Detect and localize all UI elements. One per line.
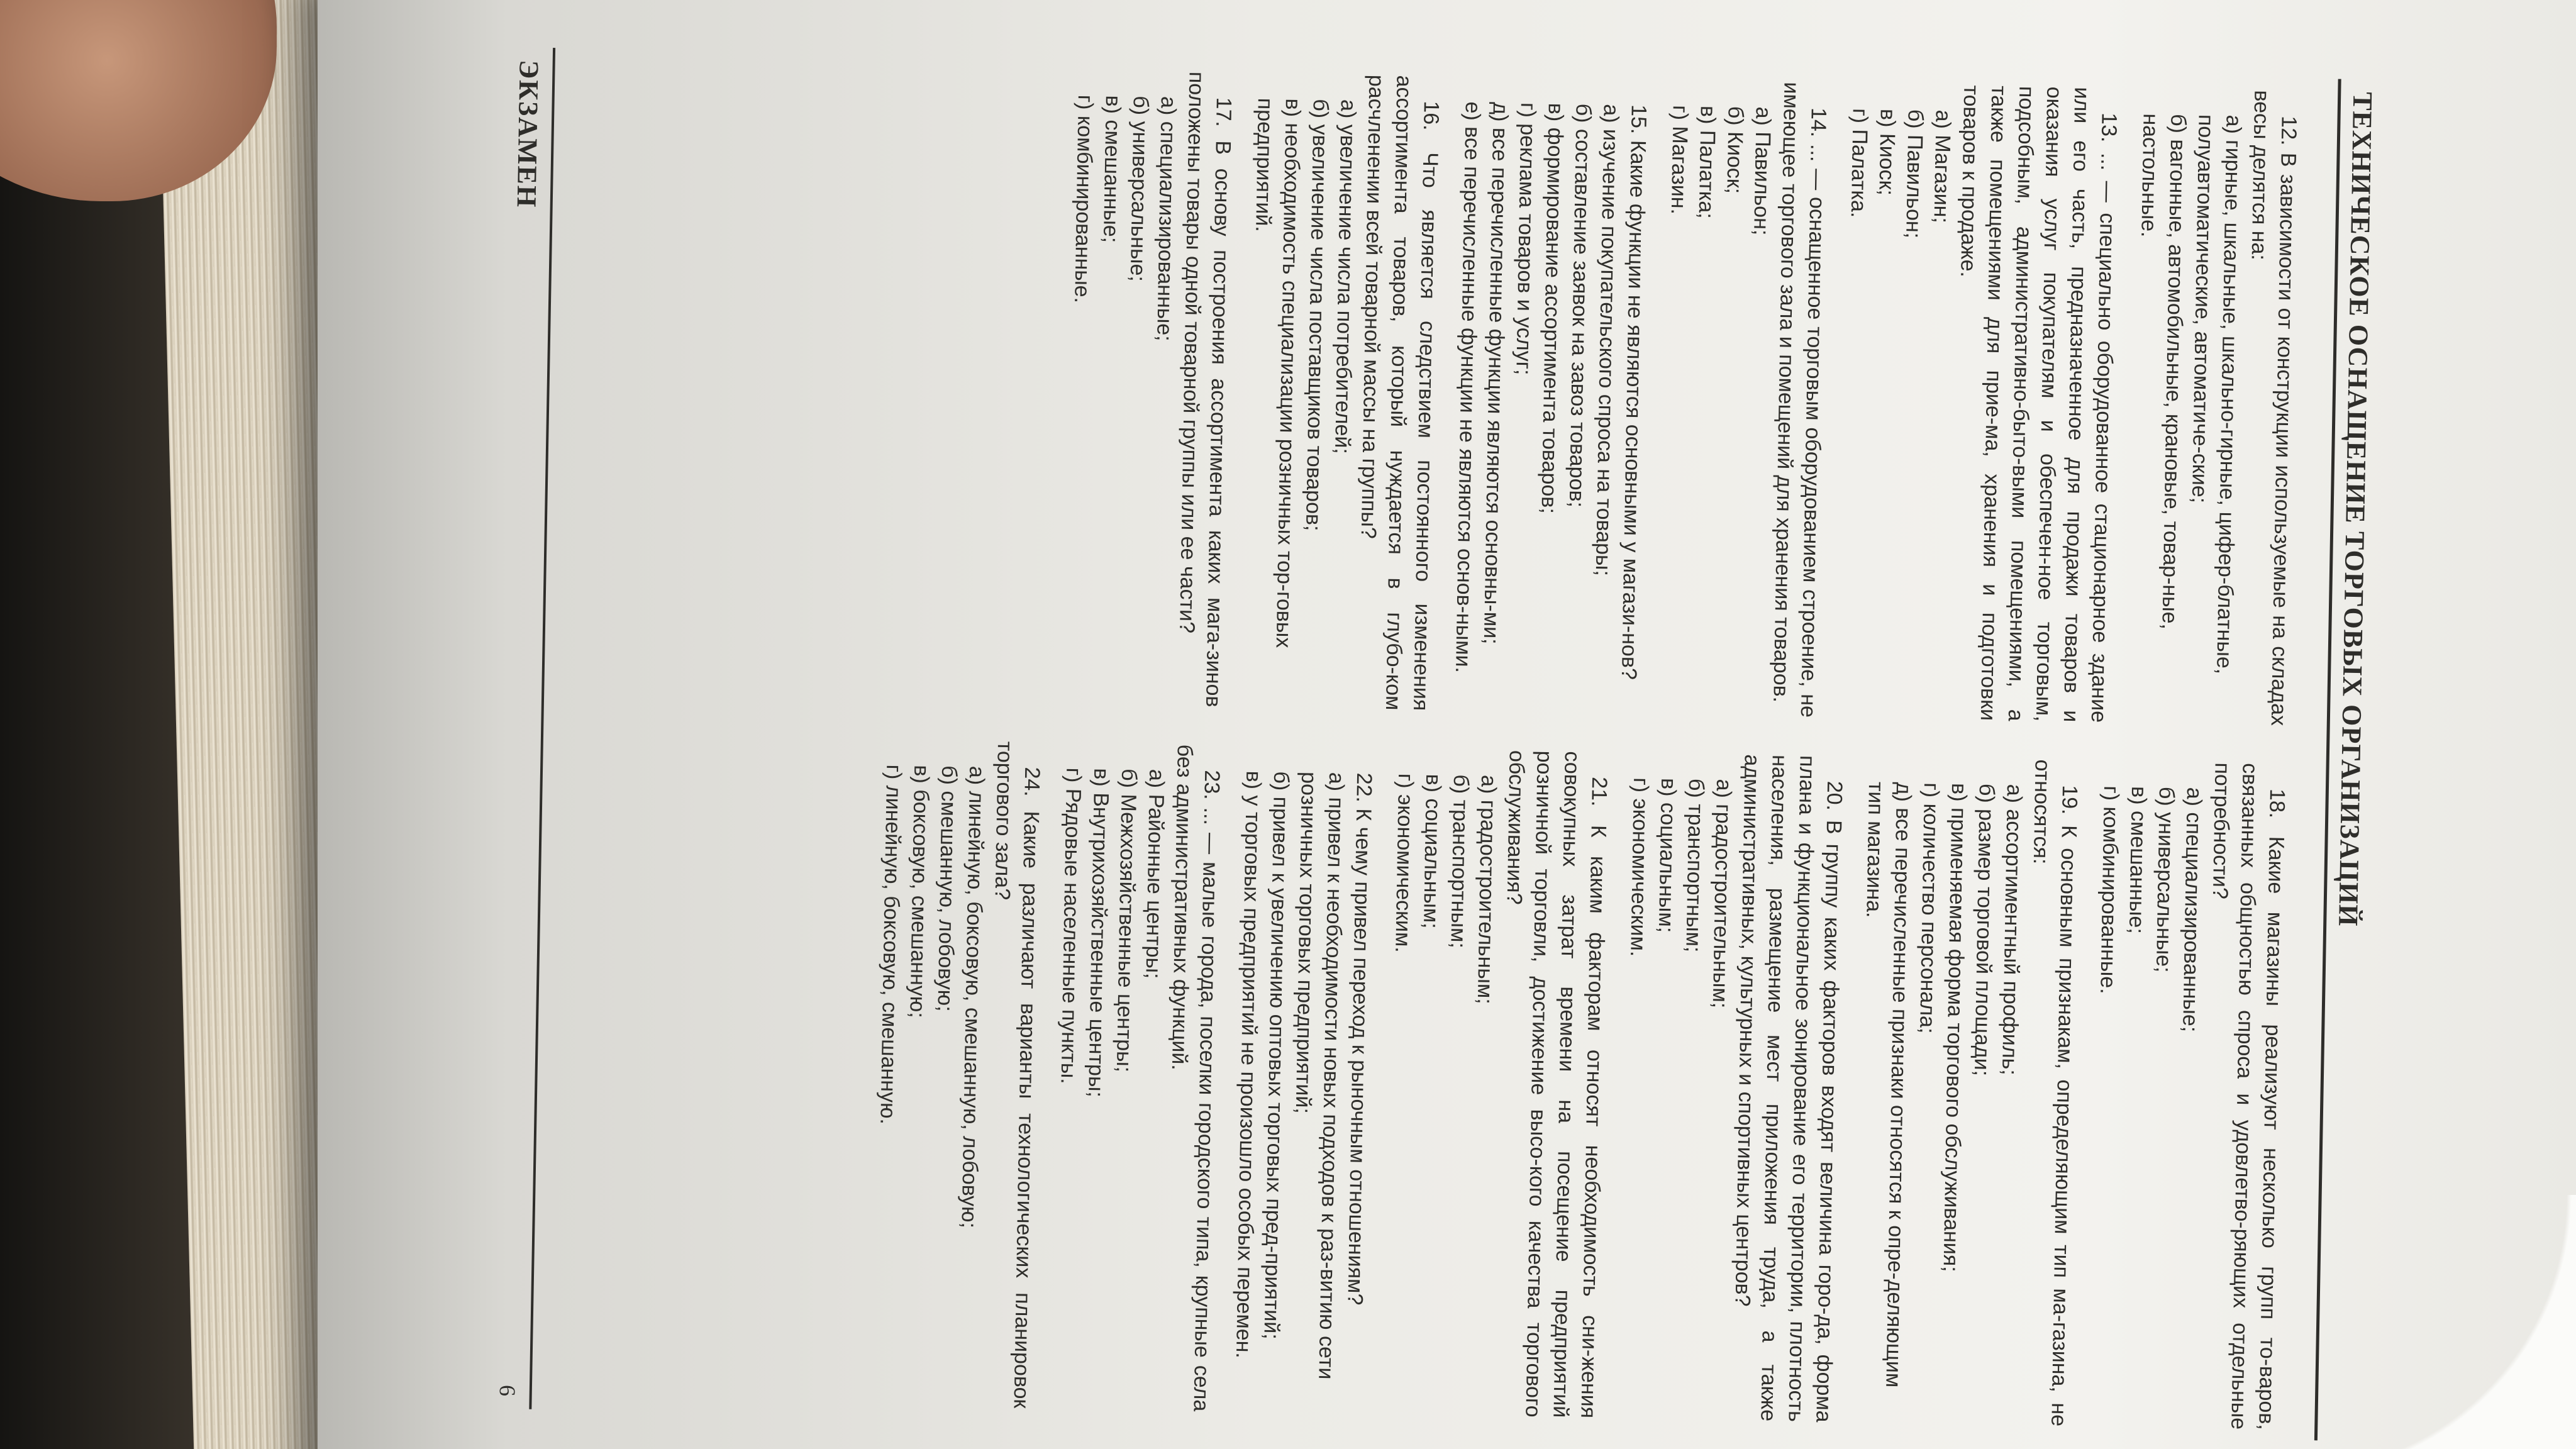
answer-option: б) Межхозяйственные центры; (1111, 768, 1141, 1073)
answer-option: а) линейную, боксовую, смешанную, лобовую; (957, 765, 989, 1229)
answer-option: д) все перечисленные функции являются основны-ми; (1479, 102, 1513, 645)
question-text: 24. Какие различают варианты технологических планировок торгового зала? (990, 741, 1045, 1409)
answer-option: б) увеличение числа поставщиков товаров; (1301, 99, 1333, 531)
question-block (869, 739, 1046, 1408)
answer-option: б) транспортным; (1681, 778, 1709, 953)
answer-option: в) формирование ассортимента товаров; (1536, 103, 1568, 514)
answer-option: е) все перечисленные функции не являются основ-ными. (1450, 101, 1485, 674)
question-text: 12. В зависимости от конструкции используемые на складах весы делятся на: (2246, 90, 2301, 726)
answer-option: г) количество персонала; (1915, 782, 1944, 1034)
left-column (1047, 69, 2303, 726)
question-block (1048, 742, 1226, 1411)
question-block (1061, 69, 1238, 707)
answer-option: в) Палатка; (1694, 105, 1720, 219)
answer-option: в) необходимость специализации розничных тор-говых предприятий. (1251, 97, 1305, 648)
answer-option: б) смешанную, лобовую; (933, 765, 962, 1012)
page-footer (485, 47, 555, 1409)
page-number: 6 (494, 1384, 520, 1397)
header-title: ТЕХНИЧЕСКОЕ ОСНАЩЕНИЕ ТОРГОВЫХ ОРГАНИЗАЦИЙ (2333, 91, 2379, 927)
answer-option: а) градостроительным; (1472, 774, 1501, 1005)
answer-option: а) гирные, шкальные, шкально-гирные, цифер-блатные, полуавтоматические, автоматиче-ские; (2187, 114, 2246, 675)
answer-option: а) ассортиментный профиль; (1997, 784, 2027, 1076)
question-text: 14. ... — оснащенное торговым оборудованием строение, не имеющее торгового зала и помещений для хранения товаров. (1768, 82, 1831, 718)
question-text: 23. ... — малые города, поселки городского типа, крупные села без административных функций. (1167, 744, 1224, 1412)
question-block (2126, 88, 2304, 726)
question-text: 16. Что является следствием постоянного изменения ассортимента товаров, который нуждается в глубо-ком расчленении всей товарной массы на группы? (1356, 74, 1443, 711)
printed-page (406, 46, 2379, 1441)
answer-option: в) социальным; (1653, 777, 1681, 933)
answer-option: г) экономическим. (1626, 777, 1653, 957)
question-text: 13. ... — специально оборудованное стационарное здание или его часть, предназначенное для продажи товаров и оказания услуг покупателям и обеспечен-ное торговым, подсобным, административно-быто-выми помещениями, а также помещениями для прие-ма, хранения и подготовки товаров к продаже. (1956, 85, 2121, 723)
answer-option: а) специализированные; (2178, 787, 2206, 1033)
answer-option: г) реклама товаров и услуг; (1511, 102, 1540, 375)
answer-option: б) Киоск; (1722, 106, 1748, 194)
answer-option: б) привел к увеличению оптовых торговых пред-приятий; (1259, 771, 1294, 1340)
right-column (855, 739, 2291, 1430)
footer-label: ЭКЗАМЕН (511, 59, 545, 209)
question-text: 18. Какие магазины реализуют несколько групп то-варов, связанных общностью спроса и удовлетво-ряющих отдельные потребности? (2207, 762, 2289, 1431)
question-block (1380, 748, 1613, 1418)
answer-option: а) Павильон; (1749, 106, 1775, 236)
answer-option: г) экономическим. (1391, 773, 1418, 953)
answer-option: б) универсальные; (2151, 786, 2179, 973)
answer-option: г) Рядовые населенные пункты. (1056, 767, 1086, 1085)
question-block (1228, 745, 1378, 1414)
answer-option: г) комбинированные. (2096, 786, 2123, 995)
question-text: 19. К основным признакам, определяющим тип ма-газина, не относятся: (2028, 759, 2082, 1427)
question-text: 17. В основу построения ассортимента каких мага-зинов положены товары одной товарной группы или ее части? (1175, 71, 1236, 708)
answer-option: г) комбинированные. (1070, 94, 1097, 304)
answer-option: б) вагонные, автомобильные, крановые, товар-ные, настольные. (2136, 113, 2190, 630)
answer-option: в) у торговых предприятий не произошло особых перемен. (1231, 770, 1266, 1359)
answer-option: в) Внутрихозяйственные центры; (1084, 768, 1114, 1098)
answer-option: в) Киоск; (1874, 108, 1900, 196)
answer-option: а) привел к необходимости новых подходов к раз-витию сети розничных торговых предприятий; (1291, 771, 1349, 1380)
answer-option: д) все перечисленные признаки относятся к опре-деляющим тип магазина. (1862, 781, 1916, 1388)
answer-option: а) изучение покупательского спроса на товары; (1591, 104, 1623, 577)
question-text: 22. К чему привел переход к рыночным отношениям? (1343, 772, 1377, 1306)
answer-option: г) линейную, боксовую, смешанную. (875, 764, 906, 1125)
answer-option: в) социальным; (1418, 774, 1446, 930)
question-text: 21. К каким факторам относят необходимость сни-жения совокупных затрат времени на посещение предприятий розничной торговли, достижение высо-кого качества торгового обслуживания? (1502, 750, 1612, 1419)
answer-option: в) применяемая форма торгового обслуживания; (1938, 782, 1972, 1272)
answer-option: г) Палатка. (1846, 108, 1872, 218)
question-block (1851, 757, 2084, 1427)
question-block (1448, 76, 1653, 714)
answer-option: а) градостроительным; (1707, 779, 1736, 1009)
answer-option: а) Районные центры; (1141, 769, 1169, 979)
question-block (1656, 80, 1833, 718)
question-text: 15. Какие функции не являются основными у магази-нов? (1616, 104, 1651, 680)
answer-option: б) Павильон; (1901, 109, 1928, 239)
answer-option: а) увеличение числа потребителей; (1330, 99, 1360, 455)
answer-option: в) боксовую, смешанную; (905, 765, 934, 1019)
answer-option: б) транспортным; (1446, 774, 1474, 949)
answer-option: в) смешанные; (2124, 786, 2151, 935)
question-block (1616, 752, 1848, 1423)
answer-option: б) размер торговой площади; (1969, 783, 1999, 1077)
answer-option: г) Магазин. (1666, 105, 1692, 215)
answer-option: б) универсальные; (1125, 96, 1153, 282)
question-block (2086, 760, 2291, 1430)
question-block (1241, 72, 1446, 711)
answer-option: в) смешанные; (1098, 95, 1125, 243)
answer-option: а) Магазин; (1929, 109, 1955, 224)
question-block (1836, 83, 2124, 723)
answer-option: б) составление заявок на завоз товаров; (1564, 103, 1596, 508)
answer-option: а) специализированные; (1152, 96, 1180, 341)
question-text: 20. В группу каких факторов входят величина горо-да, форма плана и функциональное зонирование его территории, плотность населения, размещение мест приложения труда, а также административных, культурных и спортивных центров? (1730, 754, 1847, 1423)
